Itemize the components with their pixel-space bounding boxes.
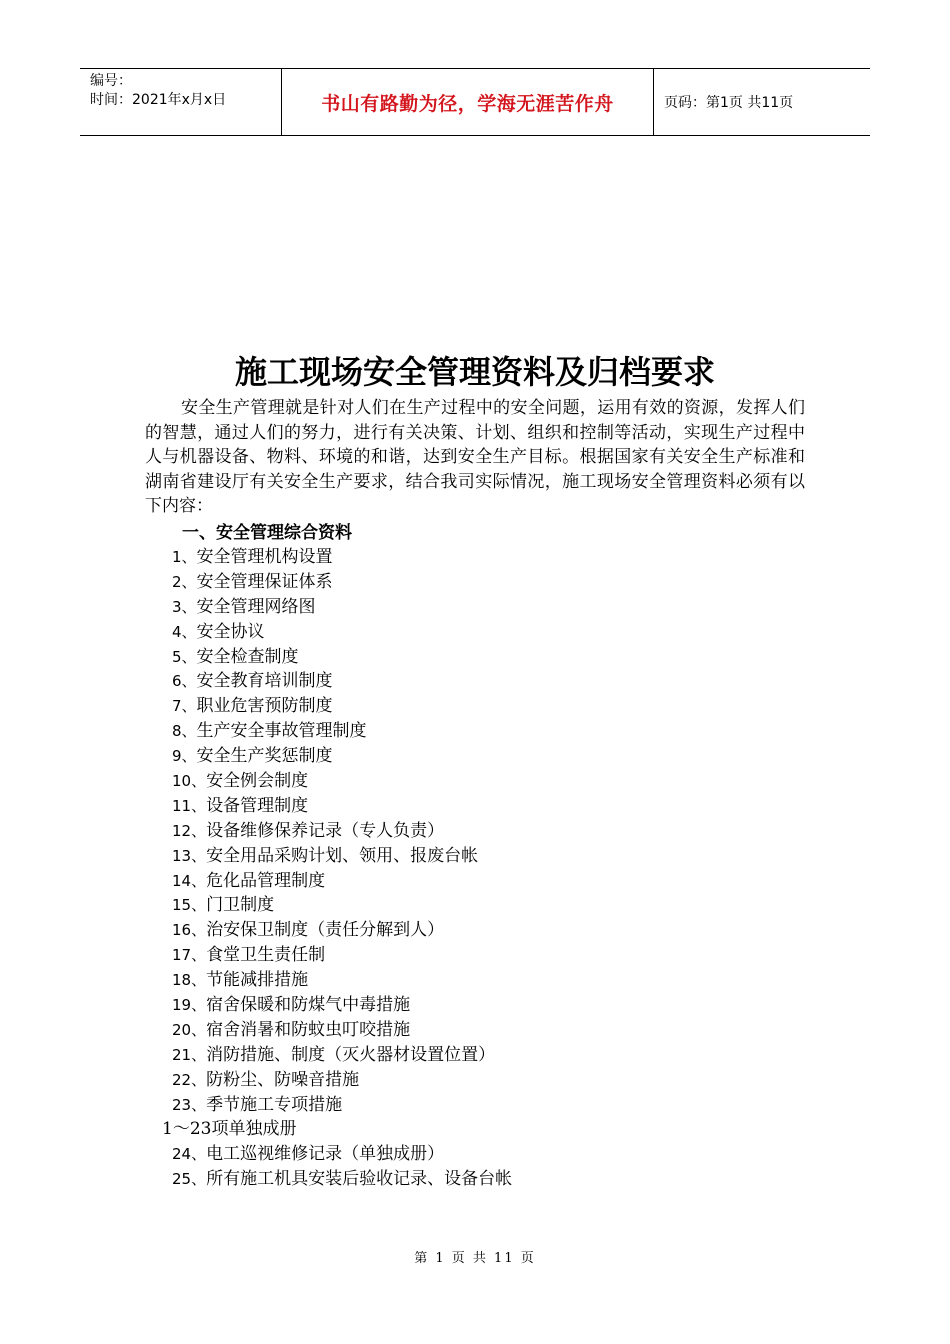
item-text: 安全管理机构设置 [196, 547, 333, 567]
list-item [172, 570, 512, 595]
requirements-list [162, 545, 513, 1192]
item-text: 设备管理制度 [206, 795, 309, 816]
item-text: 安全用品采购计划、领用、报废台帐 [206, 845, 479, 866]
list-item [172, 669, 512, 694]
item-text: 电工巡视维修记录（单独成册） [206, 1144, 445, 1165]
item-number: 10、 [172, 772, 207, 791]
item-number: 4、 [172, 622, 197, 641]
list-item [172, 893, 512, 918]
item-text: 安全例会制度 [206, 771, 309, 792]
item-text: 治安保卫制度（责任分解到人） [206, 920, 445, 941]
list-item [172, 595, 512, 620]
list-item [172, 1068, 512, 1093]
item-number: 25、 [172, 1170, 207, 1189]
page-info: 页码：第1页 共11页 [664, 95, 794, 111]
page-footer: 第 1 页 共 11 页 [414, 1251, 536, 1266]
document-title: 施工现场安全管理资料及归档要求 [234, 353, 715, 391]
item-number: 6、 [172, 672, 197, 691]
list-item [172, 719, 512, 744]
item-number: 18、 [172, 971, 207, 990]
list-note: 1～23项单独成册 [162, 1119, 297, 1140]
item-number: 24、 [172, 1145, 207, 1164]
item-number: 3、 [172, 597, 197, 616]
item-number: 14、 [172, 871, 207, 890]
list-item [172, 819, 512, 844]
item-number: 17、 [172, 946, 207, 965]
item-number: 11、 [172, 796, 207, 815]
item-number: 1、 [172, 548, 197, 566]
item-number: 22、 [172, 1070, 207, 1089]
item-number: 5、 [172, 647, 197, 666]
number-label: 编号： [90, 73, 132, 89]
item-number: 2、 [172, 572, 197, 591]
list-item [172, 844, 512, 869]
list-item [172, 744, 512, 769]
item-text: 安全管理网络图 [196, 596, 316, 617]
list-item [172, 943, 512, 968]
item-text: 宿舍消暑和防蚊虫叮咬措施 [206, 1019, 411, 1040]
time-label: 时间：2021年x月x日 [90, 92, 227, 108]
list-item [172, 869, 512, 894]
item-text: 门卫制度 [206, 895, 275, 916]
item-number: 23、 [172, 1095, 207, 1114]
item-number: 15、 [172, 896, 207, 915]
list-item [172, 1142, 512, 1167]
intro-paragraph: 安全生产管理就是针对人们在生产过程中的安全问题，运用有效的资源，发挥人们的智慧，通过人们的努力，进行有关决策、计划、组织和控制等活动，实现生产过程中人与机器设备、物料、环境的和谐，达到安全生产目标。根据国家有关安全生产标准和湖南省建设厅有关安全生产要求，结合我司实际情况，施工现场安全管理资料必须有以下内容： [145, 398, 805, 517]
item-text: 宿舍保暖和防煤气中毒措施 [206, 995, 411, 1016]
list-item [172, 1043, 512, 1068]
item-number: 7、 [172, 697, 197, 716]
list-item [172, 620, 512, 645]
item-number: 8、 [172, 722, 197, 741]
header-motto-cell [282, 69, 654, 135]
item-text: 安全生产奖惩制度 [196, 746, 333, 767]
header-page-info-cell [654, 69, 870, 135]
item-number: 16、 [172, 921, 207, 940]
list-item [172, 645, 512, 670]
motto: 书山有路勤为径，学海无涯苦作舟 [321, 92, 614, 115]
item-number: 9、 [172, 747, 197, 766]
list-item [172, 1167, 512, 1192]
item-text: 季节施工专项措施 [206, 1094, 343, 1115]
header-meta [80, 69, 282, 135]
item-text: 安全教育培训制度 [196, 671, 333, 692]
list-item [172, 769, 512, 794]
item-text: 消防措施、制度（灭火器材设置位置） [206, 1044, 496, 1065]
list-item [172, 968, 512, 993]
item-text: 安全检查制度 [196, 646, 299, 667]
item-text: 设备维修保养记录（专人负责） [206, 820, 445, 841]
item-text: 食堂卫生责任制 [206, 945, 326, 966]
item-text: 节能减排措施 [206, 970, 309, 991]
item-number: 19、 [172, 996, 207, 1015]
list-item [172, 1018, 512, 1043]
list-item [172, 1093, 512, 1118]
item-number: 21、 [172, 1045, 207, 1064]
list-item [172, 918, 512, 943]
list-item [172, 545, 512, 570]
item-text: 安全协议 [196, 621, 265, 642]
item-text: 所有施工机具安装后验收记录、设备台帐 [206, 1169, 513, 1190]
item-number: 20、 [172, 1020, 207, 1039]
item-text: 职业危害预防制度 [196, 696, 333, 717]
list-item [172, 993, 512, 1018]
item-text: 危化品管理制度 [206, 870, 326, 891]
list-item [172, 794, 512, 819]
item-number: 12、 [172, 821, 207, 840]
item-text: 防粉尘、防噪音措施 [206, 1069, 360, 1090]
item-number: 13、 [172, 846, 207, 865]
section-heading: 一、安全管理综合资料 [182, 523, 352, 543]
list-item [172, 694, 512, 719]
item-text: 生产安全事故管理制度 [196, 721, 367, 742]
item-text: 安全管理保证体系 [196, 571, 333, 592]
page-header [80, 68, 870, 136]
